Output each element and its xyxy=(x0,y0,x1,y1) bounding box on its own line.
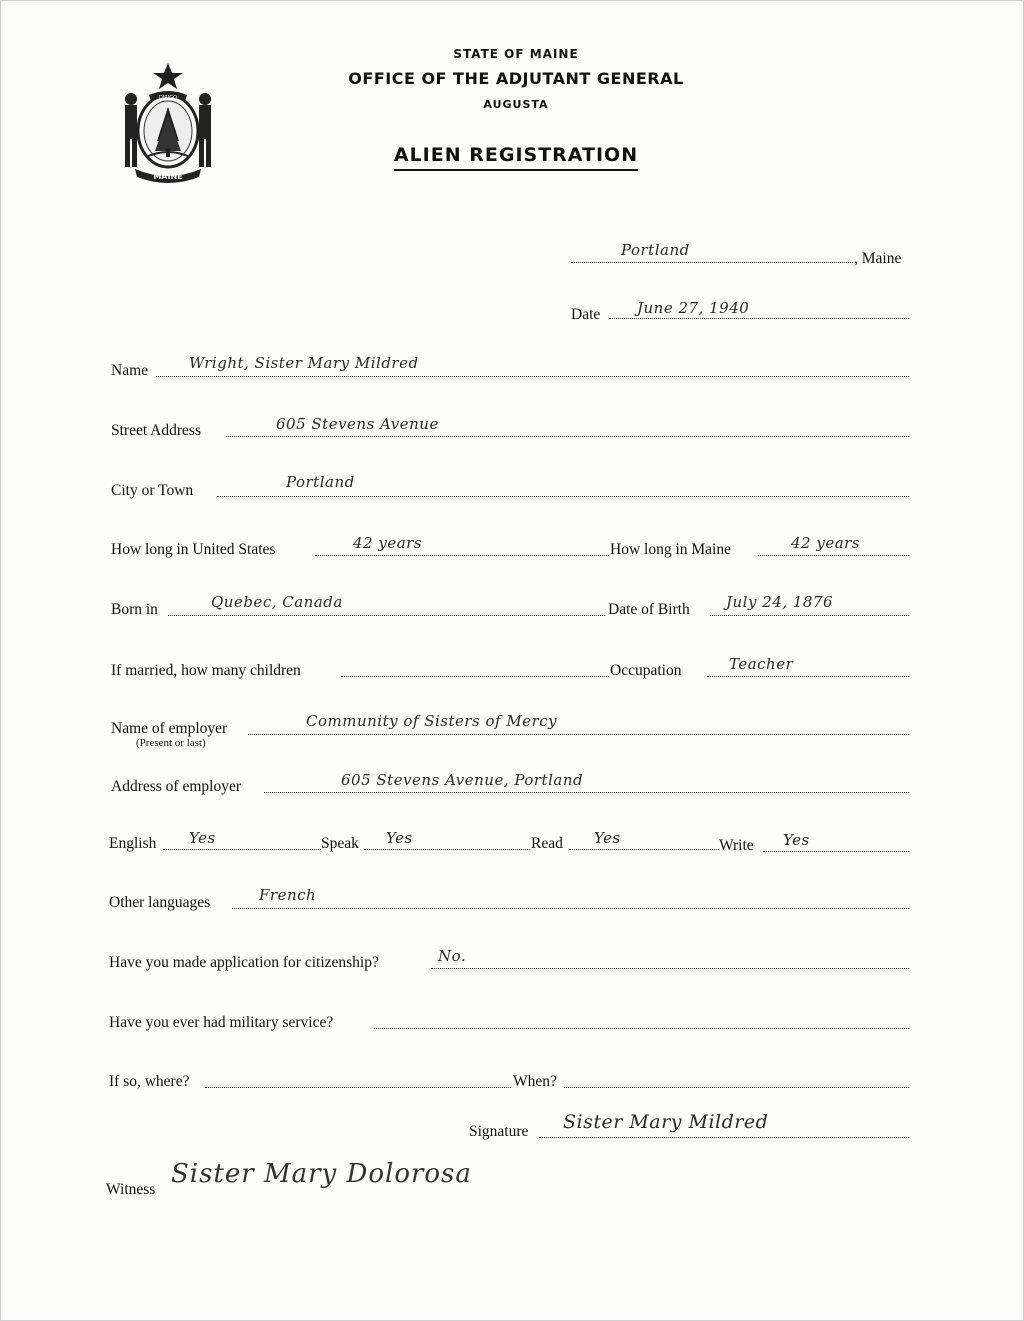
date-label: Date xyxy=(571,306,601,323)
employer-address-line xyxy=(264,792,909,793)
born-line xyxy=(168,615,605,616)
form-title-text: ALIEN REGISTRATION xyxy=(394,144,638,171)
dob-label: Date of Birth xyxy=(608,601,690,618)
form-title xyxy=(301,144,731,166)
maine-state-seal-icon xyxy=(113,59,223,184)
signature-line xyxy=(539,1137,909,1138)
witness-value: Sister Mary Dolorosa xyxy=(171,1159,472,1189)
employer-address-value: 605 Stevens Avenue, Portland xyxy=(341,771,584,789)
dob-line xyxy=(710,615,909,616)
date-line xyxy=(609,318,909,319)
where-label: If so, where? xyxy=(109,1073,190,1090)
place-suffix: , Maine xyxy=(854,250,902,267)
children-label: If married, how many children xyxy=(111,662,301,679)
other-languages-label: Other languages xyxy=(109,894,211,911)
employer-address-label: Address of employer xyxy=(111,778,241,795)
other-languages-line xyxy=(232,908,909,909)
name-line xyxy=(156,376,909,377)
name-label: Name xyxy=(111,362,149,379)
city-value: Portland xyxy=(286,473,355,491)
seal-banner-text: DIRIGO xyxy=(158,95,178,101)
dob-value: July 24, 1876 xyxy=(726,593,834,611)
seal-scroll-text: MAINE xyxy=(153,172,183,181)
employer-label: Name of employer xyxy=(111,720,228,737)
employer-sublabel: (Present or last) xyxy=(136,737,206,749)
born-label: Born in xyxy=(111,601,158,618)
military-line xyxy=(374,1028,909,1029)
employer-line xyxy=(248,734,909,735)
us-value: 42 years xyxy=(353,534,423,552)
signature-value: Sister Mary Mildred xyxy=(563,1111,769,1133)
other-languages-value: French xyxy=(259,886,317,904)
military-label: Have you ever had military service? xyxy=(109,1014,334,1031)
city-heading: AUGUSTA xyxy=(483,98,549,111)
when-line xyxy=(564,1087,909,1088)
place-line xyxy=(571,262,853,263)
employer-value: Community of Sisters of Mercy xyxy=(306,712,558,730)
office-heading: OFFICE OF THE ADJUTANT GENERAL xyxy=(348,69,684,88)
name-value: Wright, Sister Mary Mildred xyxy=(189,354,419,372)
english-label: English xyxy=(109,835,157,852)
maine-value: 42 years xyxy=(791,534,861,552)
citizenship-value: No. xyxy=(438,947,467,965)
occupation-label: Occupation xyxy=(610,662,682,679)
street-value: 605 Stevens Avenue xyxy=(276,415,439,433)
speak-value: Yes xyxy=(386,829,413,847)
street-line xyxy=(226,436,909,437)
place-value: Portland xyxy=(621,241,690,259)
maine-label: How long in Maine xyxy=(610,541,731,558)
read-label: Read xyxy=(531,835,563,852)
date-value: June 27, 1940 xyxy=(637,299,750,317)
state-heading: STATE OF MAINE xyxy=(453,47,579,61)
children-line xyxy=(341,676,609,677)
read-value: Yes xyxy=(594,829,621,847)
when-label: When? xyxy=(513,1073,557,1090)
city-label: City or Town xyxy=(111,482,194,499)
write-label: Write xyxy=(719,837,754,854)
english-value: Yes xyxy=(189,829,216,847)
speak-label: Speak xyxy=(321,835,359,852)
occupation-line xyxy=(707,676,909,677)
maine-line xyxy=(758,555,909,556)
write-value: Yes xyxy=(783,831,810,849)
street-label: Street Address xyxy=(111,422,201,439)
citizenship-line xyxy=(431,968,909,969)
us-line xyxy=(315,555,609,556)
where-line xyxy=(205,1087,511,1088)
write-line xyxy=(763,851,909,852)
born-value: Quebec, Canada xyxy=(211,593,343,611)
citizenship-label: Have you made application for citizenship? xyxy=(109,954,379,971)
city-line xyxy=(217,496,909,497)
english-line xyxy=(163,849,321,850)
speak-line xyxy=(364,849,530,850)
us-label: How long in United States xyxy=(111,541,276,558)
read-line xyxy=(569,849,719,850)
signature-label: Signature xyxy=(469,1123,529,1140)
witness-label: Witness xyxy=(106,1181,156,1198)
occupation-value: Teacher xyxy=(729,655,794,673)
